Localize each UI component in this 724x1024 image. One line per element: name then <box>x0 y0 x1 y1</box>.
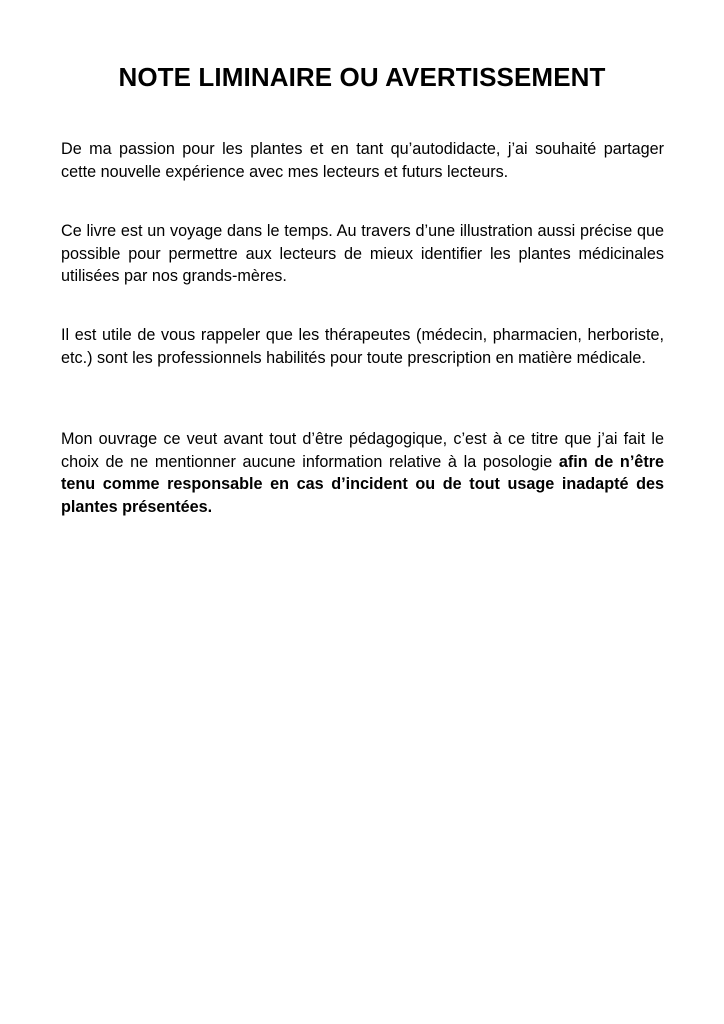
disclaimer-bold-text: afin de n’être tenu comme responsable en cas d’incident ou de tout usage inadapté des plantes présentées. <box>61 452 665 516</box>
paragraph-pedagogique <box>61 428 664 518</box>
paragraph-passion: De ma passion pour les plantes et en tant qu’autodidacte, j’ai souhaité partager cette nouvelle expérience avec mes lecteurs et futurs lecteurs. <box>61 140 664 181</box>
paragraph-pedagogique-text: Mon ouvrage ce veut avant tout d’être pédagogique, c’est à ce titre que j’ai fait le choix de ne mentionner aucune information relative à la posologie <box>61 430 664 471</box>
paragraph-voyage: Ce livre est un voyage dans le temps. Au travers d’une illustration aussi précise que possible pour permettre aux lecteurs de mieux identifier les plantes médicinales utilisées par nos grands-mères. <box>61 222 664 285</box>
page-title: NOTE LIMINAIRE OU AVERTISSEMENT <box>118 62 606 92</box>
paragraph-therapeutes: Il est utile de vous rappeler que les thérapeutes (médecin, pharmacien, herboriste, etc.) sont les professionnels habilités pour toute prescription en matière médicale. <box>61 326 664 367</box>
